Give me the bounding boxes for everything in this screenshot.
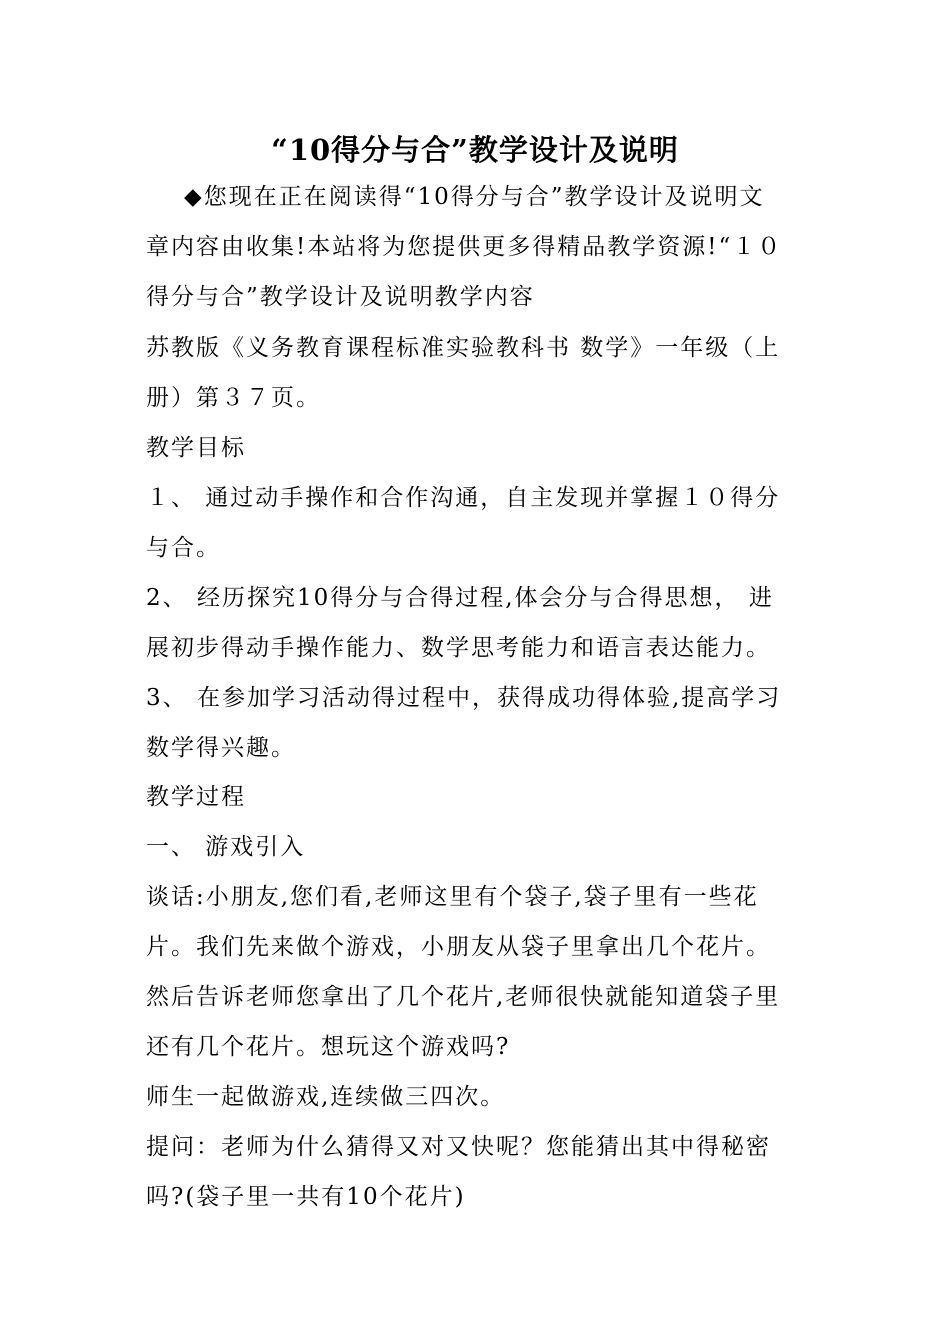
section-heading-objectives: 教学目标: [146, 435, 246, 461]
paragraph-line: 还有几个花片。想玩这个游戏吗?: [146, 1034, 511, 1060]
paragraph-line: 谈话:小朋友,您们看,老师这里有个袋子,袋子里有一些花: [146, 884, 759, 910]
objective-3-line: 3、 在参加学习活动得过程中，获得成功得体验,提高学习: [146, 685, 782, 711]
objective-1-line: 与合。: [146, 535, 221, 561]
objective-3-line: 数学得兴趣。: [146, 735, 296, 761]
paragraph-line: 苏教版《义务教育课程标准实验教科书 数学》一年级（上: [146, 335, 781, 361]
paragraph-line: 提问：老师为什么猜得又对又快呢？您能猜出其中得秘密: [146, 1134, 771, 1160]
paragraph-line: 得分与合”教学设计及说明教学内容: [146, 284, 535, 310]
objective-2-line: 展初步得动手操作能力、数学思考能力和语言表达能力。: [146, 635, 771, 661]
subsection-heading: 一、 游戏引入: [146, 834, 306, 860]
objective-2-line: 2、 经历探究10得分与合得过程,体会分与合得思想， 进: [146, 585, 774, 611]
paragraph-line: 册）第３７页。: [146, 385, 321, 411]
document-title: “10得分与合”教学设计及说明: [271, 133, 679, 167]
paragraph-line: 片。我们先来做个游戏，小朋友从袋子里拿出几个花片。: [146, 934, 771, 960]
paragraph-line: 吗?(袋子里一共有10个花片): [146, 1184, 466, 1210]
objective-1-line: １、 通过动手操作和合作沟通，自主发现并掌握１０得分: [146, 485, 781, 511]
paragraph-line: 师生一起做游戏,连续做三四次。: [146, 1084, 506, 1110]
paragraph-line: ◆您现在正在阅读得“10得分与合”教学设计及说明文: [184, 184, 765, 210]
section-heading-process: 教学过程: [146, 784, 246, 810]
paragraph-line: 然后告诉老师您拿出了几个花片,老师很快就能知道袋子里: [146, 984, 781, 1010]
paragraph-line: 章内容由收集!本站将为您提供更多得精品教学资源!“１０: [146, 234, 783, 260]
